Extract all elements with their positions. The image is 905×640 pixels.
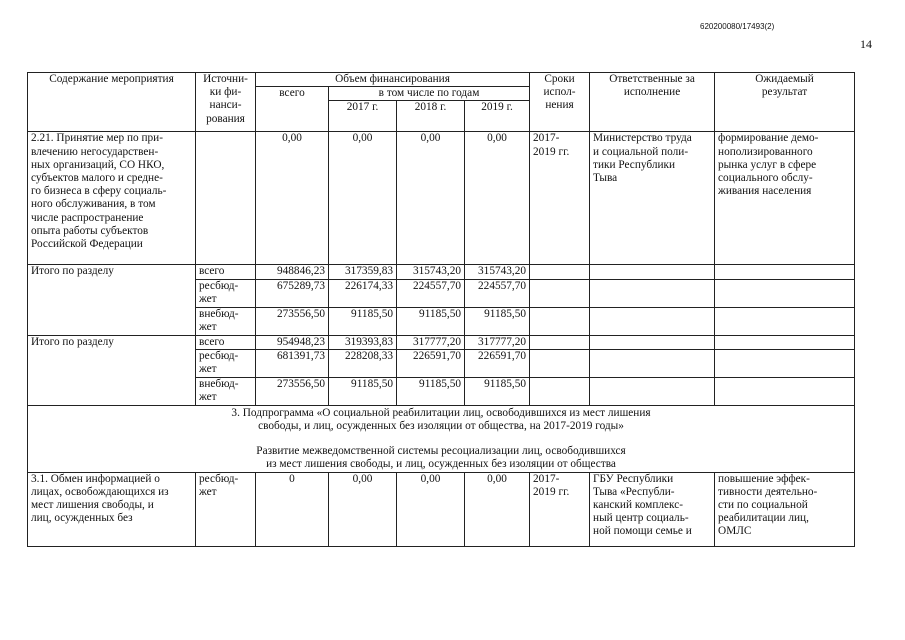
totals1-total: 675289,73 [256,279,329,307]
totals2-2017: 319393,83 [329,335,397,349]
row-31-content: 3.1. Обмен информацией о лицах, освобождающихся из мест лишения свободы, и лиц, осужденных без [28,472,196,546]
totals1-total: 948846,23 [256,265,329,279]
header-result: Ожидаемый результат [715,73,855,132]
header-funding: Объем финансирования [256,73,530,87]
totals1-src: внебюд- жет [196,307,256,335]
row-221-result: формирование демо- нополизированного рынка услуг в сфере социального обслу- живания населения [715,132,855,265]
row-221-responsible: Министерство труда и социальной поли- тики Республики Тыва [590,132,715,265]
section-3-heading [28,405,855,472]
header-content: Содержание мероприятия [28,73,196,132]
header-2019: 2019 г. [465,101,530,132]
document-id: 620200080/17493(2) [700,22,775,31]
header-terms: Сроки испол- нения [530,73,590,132]
header-responsible: Ответственные за исполнение [590,73,715,132]
row-221-total: 0,00 [256,132,329,265]
totals2-src: ресбюд- жет [196,349,256,377]
section-3-title: 3. Подпрограмма «О социальной реабилитации лиц, освободившихся из мест лишения свободы, и лиц, осужденных без изоляции от общества, на 2017-2019 годы» [231,406,651,433]
totals2-total: 273556,50 [256,377,329,405]
totals2-total: 954948,23 [256,335,329,349]
row-221-source [196,132,256,265]
totals2-2017: 228208,33 [329,349,397,377]
totals2-src: внебюд- жет [196,377,256,405]
financing-table [27,72,855,547]
totals1-2018: 91185,50 [397,307,465,335]
row-31-terms: 2017- 2019 гг. [530,472,590,546]
row-31-responsible: ГБУ Республики Тыва «Республи- канский комплекс- ный центр социаль- ной помощи семье и [590,472,715,546]
totals1-2018: 315743,20 [397,265,465,279]
totals2-2019: 317777,20 [465,335,530,349]
row-31-2019: 0,00 [465,472,530,546]
totals1-src: ресбюд- жет [196,279,256,307]
row-31-2017: 0,00 [329,472,397,546]
page-number: 14 [860,37,872,51]
totals1-src: всего [196,265,256,279]
totals2-src: всего [196,335,256,349]
row-31-source: ресбюд- жет [196,472,256,546]
row-31-2018: 0,00 [397,472,465,546]
totals2-2018: 226591,70 [397,349,465,377]
totals2-2018: 317777,20 [397,335,465,349]
totals2-label: Итого по разделу [28,335,196,405]
totals1-2019: 315743,20 [465,265,530,279]
row-221-2018: 0,00 [397,132,465,265]
section-3-subtitle: Развитие межведомственной системы ресоциализации лиц, освободившихся из мест лишения свободы, и лиц, осужденных без изоляции от общества [256,445,626,471]
row-221-content: 2.21. Принятие мер по при- влечению негосударствен- ных организаций, СО НКО, субъектов малого и средне- го бизнеса в сферу социаль- ного обслуживания, в том числе распространение опыта работы субъектов Российской Федерации [28,132,196,265]
totals2-2018: 91185,50 [397,377,465,405]
totals2-2019: 91185,50 [465,377,530,405]
totals2-2019: 226591,70 [465,349,530,377]
totals1-2019: 91185,50 [465,307,530,335]
row-221-terms: 2017- 2019 гг. [530,132,590,265]
totals1-row-all [28,265,855,279]
totals1-2017: 317359,83 [329,265,397,279]
row-31-total: 0 [256,472,329,546]
header-source: Источни- ки фи- нанси- рования [196,73,256,132]
totals1-total: 273556,50 [256,307,329,335]
header-2017: 2017 г. [329,101,397,132]
totals2-total: 681391,73 [256,349,329,377]
totals2-row-all [28,335,855,349]
row-221-2017: 0,00 [329,132,397,265]
totals1-2017: 91185,50 [329,307,397,335]
totals1-label: Итого по разделу [28,265,196,335]
row-221-2019: 0,00 [465,132,530,265]
header-total: всего [256,87,329,132]
totals1-2019: 224557,70 [465,279,530,307]
totals1-2017: 226174,33 [329,279,397,307]
totals2-2017: 91185,50 [329,377,397,405]
header-2018: 2018 г. [397,101,465,132]
header-by-years: в том числе по годам [329,87,530,101]
totals1-2018: 224557,70 [397,279,465,307]
row-31-result: повышение эффек- тивности деятельно- сти по социальной реабилитации лиц, ОМЛС [715,472,855,546]
